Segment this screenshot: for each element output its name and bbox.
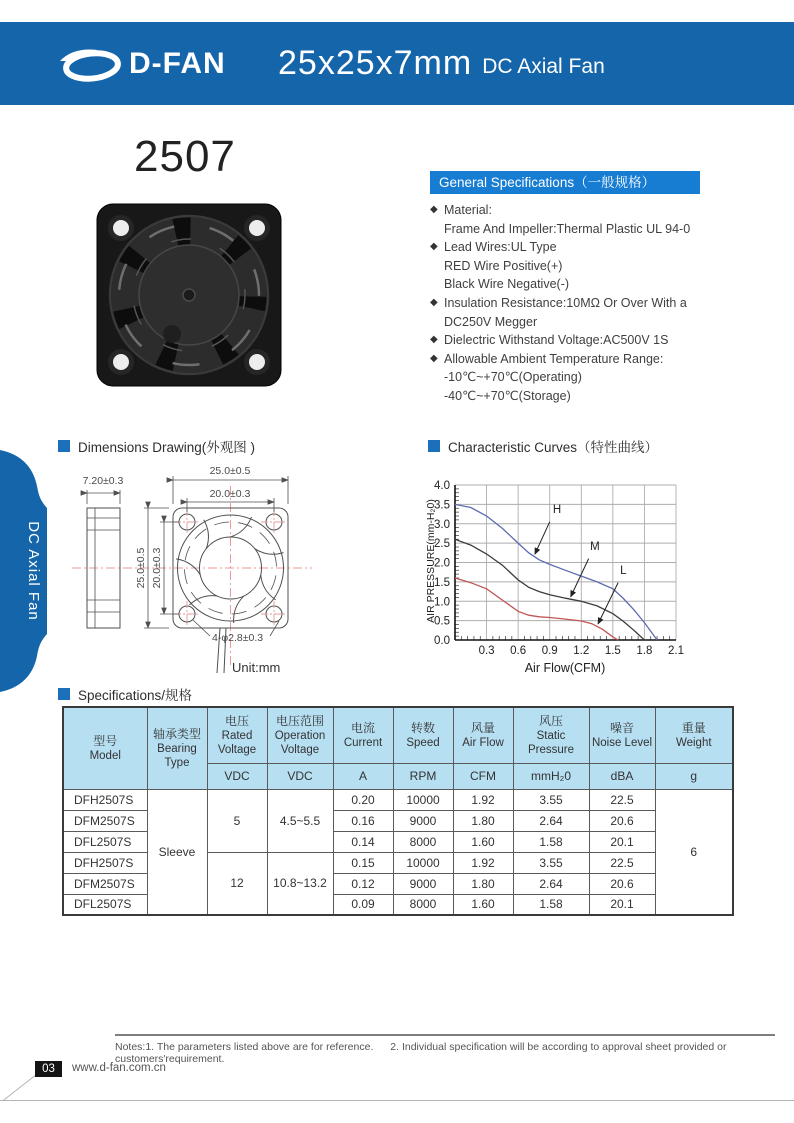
characteristic-curves-chart xyxy=(425,473,790,680)
y-tick-label: 3.0 xyxy=(434,518,450,531)
table-header-row xyxy=(63,707,733,763)
dim-hole-pitch-left: 20.0±0.3 xyxy=(151,547,163,589)
fan-size-title: 25x25x7mm xyxy=(278,44,473,82)
cell-noise: 20.1 xyxy=(589,894,655,915)
y-tick-label: 3.5 xyxy=(434,499,450,512)
section-title-dimensions-label: Dimensions Drawing(外观图 ) xyxy=(78,440,256,455)
section-title-specs xyxy=(58,684,192,704)
x-tick-label: 0.6 xyxy=(510,645,527,657)
curve-label-H: H xyxy=(552,503,562,516)
x-tick-label: 0.3 xyxy=(478,645,495,657)
dim-side-width: 7.20±0.3 xyxy=(82,475,124,487)
x-tick-label: 1.8 xyxy=(636,645,653,657)
spec-line-text: -10℃~+70℃(Operating) xyxy=(444,370,582,385)
brand-logo xyxy=(58,22,226,105)
spec-line-text: RED Wire Positive(+) xyxy=(444,258,563,273)
brand-name: D-FAN xyxy=(129,46,226,80)
unit-weight: g xyxy=(655,763,733,789)
unit-current: A xyxy=(333,763,393,789)
unit-noise: dBA xyxy=(589,763,655,789)
cell-noise: 22.5 xyxy=(589,852,655,873)
spec-line-text: Black Wire Negative(-) xyxy=(444,277,570,292)
cell-weight: 6 xyxy=(655,789,733,915)
col-header-airflow: 风量 Air Flow xyxy=(453,707,513,763)
website-url: www.d-fan.com.cn xyxy=(72,1062,166,1074)
spec-line xyxy=(430,313,775,332)
curve-label-L: L xyxy=(620,565,627,578)
spec-line xyxy=(430,275,775,294)
section-title-dimensions xyxy=(58,436,255,456)
fan-product-title: DC Axial Fan xyxy=(482,55,605,78)
col-header-noise: 噪音 Noise Level xyxy=(589,707,655,763)
x-tick-label: 1.2 xyxy=(573,645,590,657)
diamond-bullet-icon: ◆ xyxy=(430,296,438,308)
diamond-bullet-icon: ◆ xyxy=(430,352,438,364)
y-tick-label: 1.5 xyxy=(434,576,450,589)
cell-noise: 20.6 xyxy=(589,873,655,894)
cell-static-pressure: 3.55 xyxy=(513,789,589,810)
cell-speed: 9000 xyxy=(393,810,453,831)
spec-line xyxy=(430,368,775,387)
cell-current: 0.20 xyxy=(333,789,393,810)
cell-noise: 22.5 xyxy=(589,789,655,810)
dim-hole-pitch-top: 20.0±0.3 xyxy=(209,488,251,500)
y-tick-label: 1.0 xyxy=(434,596,450,609)
cell-model: DFL2507S xyxy=(63,894,147,915)
cell-noise: 20.1 xyxy=(589,831,655,852)
spec-line-text: Insulation Resistance:10MΩ Or Over With a xyxy=(444,295,687,310)
fan-product-photo xyxy=(94,199,284,391)
curve-L xyxy=(455,578,618,640)
cell-airflow: 1.80 xyxy=(453,873,513,894)
cell-model: DFH2507S xyxy=(63,852,147,873)
cell-airflow: 1.60 xyxy=(453,894,513,915)
col-header-static-pressure: 风压 Static Pressure xyxy=(513,707,589,763)
cell-current: 0.14 xyxy=(333,831,393,852)
cell-speed: 8000 xyxy=(393,831,453,852)
x-tick-label: 2.1 xyxy=(668,645,684,657)
spec-line xyxy=(430,331,775,350)
cell-current: 0.15 xyxy=(333,852,393,873)
cell-noise: 20.6 xyxy=(589,810,655,831)
footer-bottom-line xyxy=(0,1100,794,1101)
square-bullet-icon xyxy=(58,688,70,700)
y-tick-label: 2.5 xyxy=(434,538,450,551)
diamond-bullet-icon: ◆ xyxy=(430,334,438,346)
cell-model: DFH2507S xyxy=(63,789,147,810)
y-tick-label: 0.0 xyxy=(434,635,450,647)
page-number-badge: 03 xyxy=(35,1061,62,1077)
model-number-title: 2507 xyxy=(134,132,236,181)
spec-line-text: -40℃~+70℃(Storage) xyxy=(444,388,571,403)
col-header-bearing: 轴承类型 Bearing Type xyxy=(147,707,207,789)
drawing-unit-label: Unit:mm xyxy=(232,660,281,675)
diamond-bullet-icon: ◆ xyxy=(430,204,438,215)
section-title-specs-label: Specifications/规格 xyxy=(78,688,193,703)
spec-line-text: Material: xyxy=(444,203,492,217)
cell-airflow: 1.80 xyxy=(453,810,513,831)
col-header-operation-voltage: 电压范围 Operation Voltage xyxy=(267,707,333,763)
section-title-curves-label: Characteristic Curves（特性曲线） xyxy=(448,440,659,455)
cell-speed: 10000 xyxy=(393,852,453,873)
sidebar-category-tab xyxy=(0,442,50,712)
dim-outer-size-left: 25.0±0.5 xyxy=(135,547,147,589)
curve-label-arrow-L xyxy=(598,583,618,624)
col-header-current: 电流 Current xyxy=(333,707,393,763)
col-header-weight: 重量 Weight xyxy=(655,707,733,763)
footer-note-2: 2. Individual specification will be according to approval sheet provided or customers'requirement. xyxy=(115,1041,727,1065)
cell-bearing-type: Sleeve xyxy=(147,789,207,915)
dimensions-drawing xyxy=(60,460,420,685)
cell-static-pressure: 2.64 xyxy=(513,810,589,831)
y-tick-label: 4.0 xyxy=(434,480,450,492)
cell-static-pressure: 1.58 xyxy=(513,831,589,852)
cell-model: DFL2507S xyxy=(63,831,147,852)
cell-static-pressure: 3.55 xyxy=(513,852,589,873)
y-tick-label: 0.5 xyxy=(434,615,450,628)
header-band xyxy=(0,22,794,105)
spec-line xyxy=(430,294,775,313)
cell-current: 0.12 xyxy=(333,873,393,894)
unit-static-pressure: mmH₂0 xyxy=(513,763,589,789)
dim-hole-dia: 4-φ2.8±0.3 xyxy=(212,632,264,644)
x-tick-label: 0.9 xyxy=(541,645,558,657)
cell-current: 0.09 xyxy=(333,894,393,915)
cell-current: 0.16 xyxy=(333,810,393,831)
diamond-bullet-icon: ◆ xyxy=(430,241,438,253)
unit-rated-voltage: VDC xyxy=(207,763,267,789)
unit-airflow: CFM xyxy=(453,763,513,789)
spec-line xyxy=(430,387,775,406)
dim-outer-size-top: 25.0±0.5 xyxy=(209,465,251,477)
footer-notes xyxy=(115,1041,794,1065)
cell-static-pressure: 1.58 xyxy=(513,894,589,915)
cell-airflow: 1.92 xyxy=(453,852,513,873)
spec-line xyxy=(430,201,775,220)
spec-line xyxy=(430,220,775,239)
cell-rated-voltage: 5 xyxy=(207,789,267,852)
cell-model: DFM2507S xyxy=(63,810,147,831)
square-bullet-icon xyxy=(428,440,440,452)
cell-airflow: 1.60 xyxy=(453,831,513,852)
general-specs-header: General Specifications（一般规格） xyxy=(430,171,700,194)
chart-y-axis-label: AIR PRESSURE(mm-H₂0) xyxy=(425,499,437,623)
spec-line-text: Lead Wires:UL Type xyxy=(444,240,557,255)
y-tick-label: 2.0 xyxy=(434,557,450,570)
spec-line-text: Dielectric Withstand Voltage:AC500V 1S xyxy=(444,333,669,348)
curve-H xyxy=(455,504,657,640)
curve-label-M: M xyxy=(590,541,600,554)
cell-operation-voltage: 4.5~5.5 xyxy=(267,789,333,852)
cell-model: DFM2507S xyxy=(63,873,147,894)
spec-line-text: Allowable Ambient Temperature Range: xyxy=(444,351,664,366)
x-tick-label: 1.5 xyxy=(604,645,621,657)
col-header-speed: 转数 Speed xyxy=(393,707,453,763)
col-header-model: 型号 Model xyxy=(63,707,147,789)
cell-speed: 8000 xyxy=(393,894,453,915)
spec-line xyxy=(430,350,775,369)
unit-speed: RPM xyxy=(393,763,453,789)
cell-speed: 10000 xyxy=(393,789,453,810)
table-row xyxy=(63,789,733,810)
cell-airflow: 1.92 xyxy=(453,789,513,810)
footer-note-1: Notes:1. The parameters listed above are for reference. xyxy=(115,1041,374,1053)
sidebar-category-label: DC Axial Fan xyxy=(25,521,42,621)
chart-x-axis-label: Air Flow(CFM) xyxy=(524,661,606,675)
cell-static-pressure: 2.64 xyxy=(513,873,589,894)
header-title xyxy=(278,22,605,105)
spec-line-text: Frame And Impeller:Thermal Plastic UL 94-0 xyxy=(444,221,691,236)
square-bullet-icon xyxy=(58,440,70,452)
section-title-curves xyxy=(428,436,658,456)
footer-divider xyxy=(115,1034,775,1036)
col-header-rated-voltage: 电压 Rated Voltage xyxy=(207,707,267,763)
spec-line xyxy=(430,238,775,257)
curve-label-arrow-H xyxy=(535,522,550,554)
dfan-logo-icon xyxy=(58,44,124,84)
spec-line xyxy=(430,257,775,276)
general-specs-list xyxy=(430,201,775,406)
cell-operation-voltage: 10.8~13.2 xyxy=(267,852,333,915)
spec-table xyxy=(62,706,734,916)
spec-line-text: DC250V Megger xyxy=(444,314,538,329)
cell-speed: 9000 xyxy=(393,873,453,894)
unit-operation-voltage: VDC xyxy=(267,763,333,789)
cell-rated-voltage: 12 xyxy=(207,852,267,915)
